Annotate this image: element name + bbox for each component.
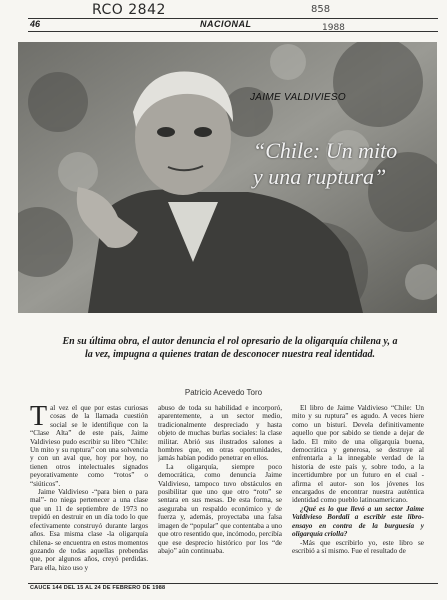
body-column-2 [158,404,282,576]
paragraph: El libro de Jaime Valdivieso “Chile: Un mito y su ruptura” es agudo. A veces hiere como un bisturí. Devela definitivamente aquello que por sabido se tiende a dejar de lado. El mito de una oligarquía buena, democrática y generosa, se destruye al enfrentarla a la innegable verdad de la historia de este país y, sobre todo, a la incertidumbre por un futuro en el cual -afirma el autor- son los jóvenes los encargados de encontrar nuestra auténtica identidad como pueblo latinoamericano. [292,404,424,505]
page-number: 46 [30,19,41,29]
body-column-3 [292,404,424,576]
paragraph: La oligarquía, siempre poco democrática, como denuncia Jaime Valdivieso, tampoco tuvo obstáculos en posibilitar que uno que otro “roto” se sentara en sus mesas. De esta forma, se aseguraba un respaldo económico y de fuerza y, además, proyectaba una falsa imagen de “popular” que contentaba a uno que otro resentido que, incómodo, percibía que ese desprecio histórico por los “de abajo” aún continuaba. [158,462,282,555]
paragraph: Jaime Valdivieso -“para bien o para mal”- no niega pertenecer a una clase que un 11 de septiembre de 1973 no trepidó en destruir en un día todo lo que efectivamente construyó durante largos años. Esa misma clase -la oligarquía chilena- se encuentra en estos momentos gozando de todas aquellas prebendas que, por algunos años, creyó perdidas. Para ella, hizo uso y [30,488,148,572]
title-line-1: “Chile: Un mito [253,138,398,163]
archive-number-annotation: 858 [311,4,331,15]
section-name: NACIONAL [200,19,252,29]
drop-cap: T [30,404,48,432]
issue-footer: CAUCE 144 DEL 15 AL 24 DE FEBRERO DE 1988 [30,585,166,591]
body-column-1 [30,404,148,576]
footer-rule [28,583,438,584]
author-portrait-photo [18,42,437,313]
paragraph: al vez el que por estas curiosas cosas de la llamada cuestión social se le identifique con la “Clase Alta” de este país, Jaime Valdivieso pudo escribir su libro “Chile: Un mito y su ruptura” con una solvencia y con un aval que, hoy por hoy, no tienen otros intelectuales signados peyorativamente como “rotos” o “siúticos”. [30,404,148,488]
interview-question: ¿Qué es lo que llevó a un sector Jaime Valdivieso Bordali a escribir este libro-ensayo en contra de la burguesía y oligarquía criolla? [292,504,424,539]
article-deck: En su última obra, el autor denuncia el rol opresario de la oligarquía chilena y, a la vez, impugna a quienes tratan de desconocer nuestra real identidad. [62,336,398,360]
article-byline: Patricio Acevedo Toro [184,388,263,397]
article-author: JAIME VALDIVIESO [250,92,346,103]
article-title [253,138,437,190]
paragraph: -Más que escribirlo yo, este libro se escribió a sí mismo. Fue el resultado de [292,538,424,555]
archive-year-annotation: 1988 [322,23,345,33]
title-line-2: y una ruptura” [253,164,387,189]
archive-code-annotation: RCO 2842 [92,2,166,18]
paragraph: abuso de toda su habilidad e incorporó, aparentemente, a un sector medio, tradicionalmente despreciado y hasta objeto de muchas burlas sociales: la clase militar. Abrió sus ilustrados salones a hombres que, en otras oportunidades, jamás habían podido penetrar en ellos. [158,404,282,463]
